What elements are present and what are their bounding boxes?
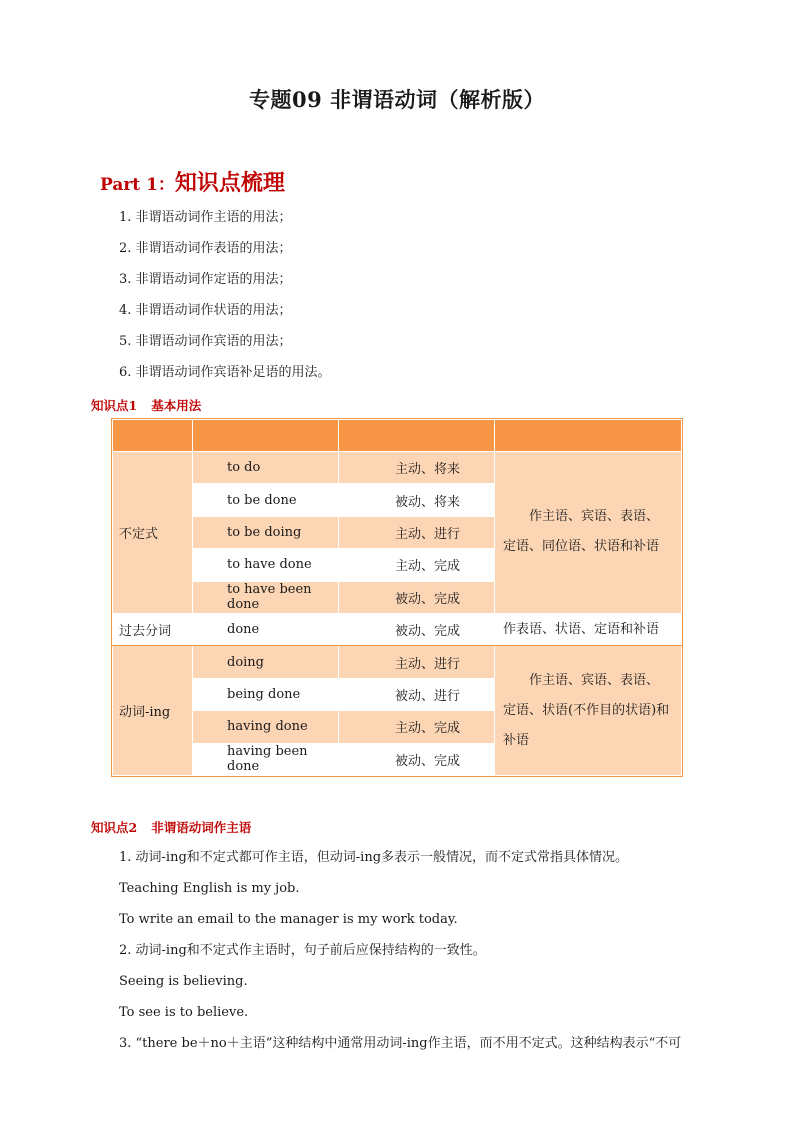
form-cell: to have done — [193, 549, 339, 581]
kp-label: 知识点2 — [91, 820, 138, 835]
list-item: 5. 非谓语动词作宾语的用法； — [119, 334, 292, 349]
list-item: 4. 非谓语动词作状语的用法； — [119, 303, 292, 318]
form-cell: done — [193, 613, 339, 645]
paragraph: 3. “there be＋no＋主语”这种结构中通常用动词-ing作主语，而不用不定式。这种结构表示“不可 — [119, 1036, 682, 1051]
function-line: 定语、同位语、状语和补语 — [503, 539, 660, 555]
example-sentence: Seeing is believing. — [119, 974, 248, 989]
paragraph: 2. 动词-ing和不定式作主语时，句子前后应保持结构的一致性。 — [119, 943, 486, 958]
knowledge-point-2-heading — [91, 818, 251, 836]
table-row — [113, 646, 682, 678]
form-cell: having been done — [193, 743, 339, 775]
feature-cell: 主动、完成 — [339, 711, 495, 743]
group-name: 过去分词 — [113, 613, 193, 645]
example-sentence: Teaching English is my job. — [119, 881, 300, 896]
feature-cell: 被动、完成 — [339, 581, 495, 613]
part-title: 知识点梳理 — [174, 170, 285, 196]
function-cell: 作表语、状语、定语和补语 — [495, 613, 682, 645]
list-item: 3. 非谓语动词作定语的用法； — [119, 272, 292, 287]
function-line: 作主语、宾语、表语、 — [529, 509, 660, 525]
feature-cell: 主动、进行 — [339, 516, 495, 548]
table-row — [113, 452, 682, 484]
feature-cell: 主动、进行 — [339, 646, 495, 678]
form-cell: being done — [193, 678, 339, 710]
paragraph: 1. 动词-ing和不定式都可作主语，但动词-ing多表示一般情况，而不定式常指具体情况。 — [119, 850, 629, 865]
form-cell: to do — [193, 452, 339, 484]
example-sentence: To see is to believe. — [119, 1005, 249, 1020]
list-item: 2. 非谓语动词作表语的用法； — [119, 241, 292, 256]
kp-text: 非谓语动词作主语 — [151, 820, 252, 835]
form-cell: to have been done — [193, 581, 339, 613]
feature-cell: 被动、进行 — [339, 678, 495, 710]
feature-cell: 主动、完成 — [339, 549, 495, 581]
kp-label: 知识点1 — [91, 398, 138, 413]
function-line: 作主语、宾语、表语、 — [529, 672, 660, 688]
function-cell — [495, 452, 682, 614]
form-cell: to be doing — [193, 516, 339, 548]
usage-table — [112, 419, 682, 776]
kp-text: 基本用法 — [151, 398, 202, 413]
form-cell: doing — [193, 646, 339, 678]
form-cell: to be done — [193, 484, 339, 516]
group-name: 不定式 — [113, 452, 193, 614]
feature-cell: 主动、将来 — [339, 452, 495, 484]
page-title: 专题09 非谓语动词（解析版） — [248, 87, 546, 112]
feature-cell: 被动、完成 — [339, 613, 495, 645]
form-cell: having done — [193, 711, 339, 743]
list-item: 6. 非谓语动词作宾语补足语的用法。 — [119, 365, 331, 380]
function-cell — [495, 646, 682, 776]
example-sentence: To write an email to the manager is my work today. — [119, 912, 458, 927]
feature-cell: 被动、完成 — [339, 743, 495, 775]
topic-list — [119, 208, 331, 394]
part-heading — [100, 166, 285, 197]
list-item: 1. 非谓语动词作主语的用法； — [119, 210, 292, 225]
table-row — [113, 613, 682, 645]
function-line: 定语、状语(不作目的状语)和 — [503, 702, 670, 718]
feature-cell: 被动、将来 — [339, 484, 495, 516]
knowledge-point-1-heading — [91, 396, 201, 414]
group-name: 动词-ing — [113, 646, 193, 776]
function-line: 补语 — [503, 732, 530, 748]
part-prefix: Part 1： — [100, 175, 175, 195]
table-header-row — [113, 420, 682, 452]
